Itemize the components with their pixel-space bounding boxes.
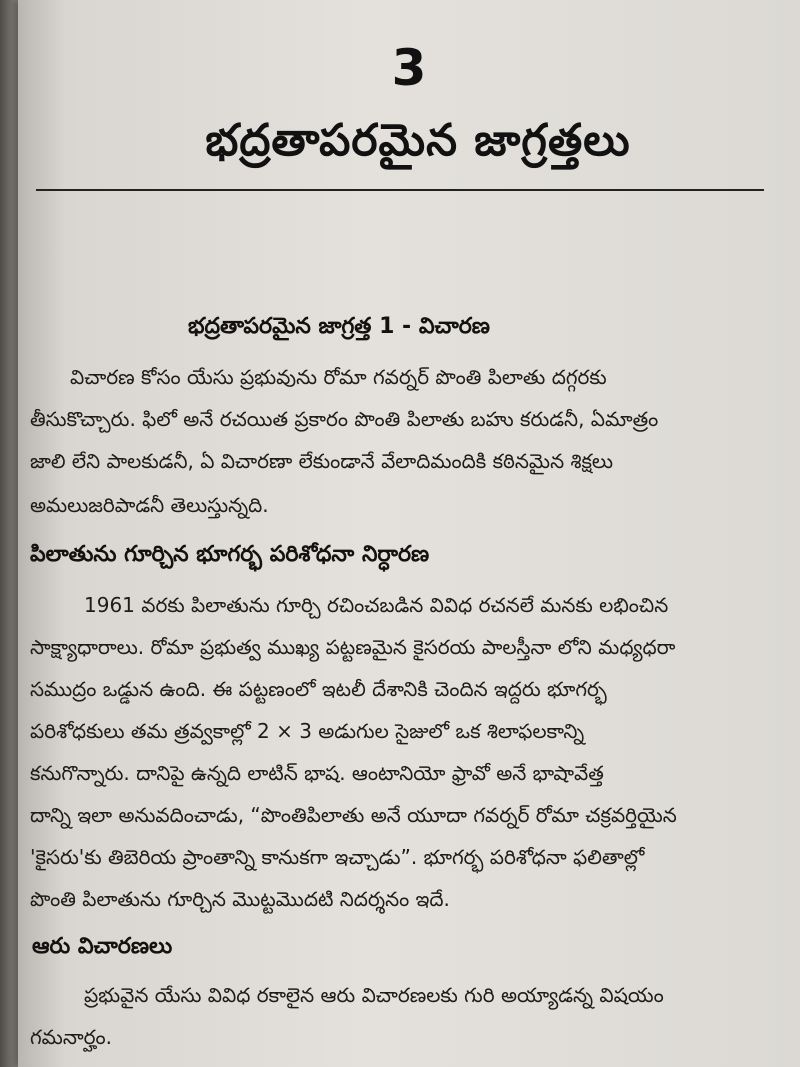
paragraph-line: కనుగొన్నారు. దానిపై ఉన్నది లాటిన్ భాష. ఆంటానియో ఫ్రావో అనే భాషావేత్త bbox=[30, 761, 604, 785]
paragraph-line: 1961 వరకు పిలాతును గూర్చి రచించబడిన వివిధ రచనలే మనకు లభించిన bbox=[84, 593, 669, 617]
chapter-number: 3 bbox=[391, 39, 427, 97]
paragraph-line: గమనార్హం. bbox=[30, 1025, 112, 1049]
chapter-title: భద్రతాపరమైన జాగ్రత్తలు bbox=[205, 115, 631, 166]
paragraph-line: పరిశోధకులు తమ త్రవ్వకాల్లో 2 × 3 అడుగుల సైజులో ఒక శిలాఫలకాన్ని bbox=[30, 719, 585, 743]
section-heading-six-trials: ఆరు విచారణలు bbox=[32, 934, 173, 959]
paragraph-line: తీసుకొచ్చారు. ఫిలో అనే రచయిత ప్రకారం పొంతి పిలాతు బహు కరుడనీ, ఏమాత్రం bbox=[30, 407, 659, 431]
paragraph-line: దాన్ని ఇలా అనువదించాడు, “పొంతిపిలాతు అనే యూదా గవర్నర్ రోమా చక్రవర్తియైన bbox=[30, 803, 677, 827]
paragraph-line: జాలి లేని పాలకుడనీ, ఏ విచారణా లేకుండానే వేలాదిమందికి కఠినమైన శిక్షలు bbox=[30, 449, 614, 473]
title-divider bbox=[36, 189, 764, 191]
paragraph-line: విచారణ కోసం యేసు ప్రభువును రోమా గవర్నర్ పొంతి పిలాతు దగ్గరకు bbox=[70, 365, 607, 389]
paragraph-line: పొంతి పిలాతును గూర్చిన మొట్టమొదటి నిదర్శనం ఇదే. bbox=[30, 887, 450, 911]
paragraph-line: సముద్రం ఒడ్డున ఉంది. ఈ పట్టణంలో ఇటలీ దేశానికి చెందిన ఇద్దరు భూగర్భ bbox=[30, 677, 607, 701]
book-gutter bbox=[0, 0, 18, 1067]
paragraph-line: సాక్ష్యాధారాలు. రోమా ప్రభుత్వ ముఖ్య పట్టణమైన కైసరయ పాలస్తీనా లోని మధ్యధరా bbox=[30, 635, 676, 659]
paragraph-line: అమలుజరిపాడనీ తెలుస్తున్నది. bbox=[30, 493, 269, 517]
book-page bbox=[18, 0, 800, 1067]
section-heading-inquiry: భద్రతాపరమైన జాగ్రత్త 1 - విచారణ bbox=[188, 314, 490, 339]
section-heading-archaeology: పిలాతును గూర్చిన భూగర్భ పరిశోధనా నిర్ధారణ bbox=[30, 542, 430, 567]
paragraph-line: 'కైసరు'కు తిబెరియ ప్రాంతాన్ని కానుకగా ఇచ్చాడు”. భూగర్భ పరిశోధనా ఫలితాల్లో bbox=[30, 845, 645, 869]
paragraph-line: ప్రభువైన యేసు వివిధ రకాలైన ఆరు విచారణలకు గురి అయ్యాడన్న విషయం bbox=[84, 983, 664, 1007]
